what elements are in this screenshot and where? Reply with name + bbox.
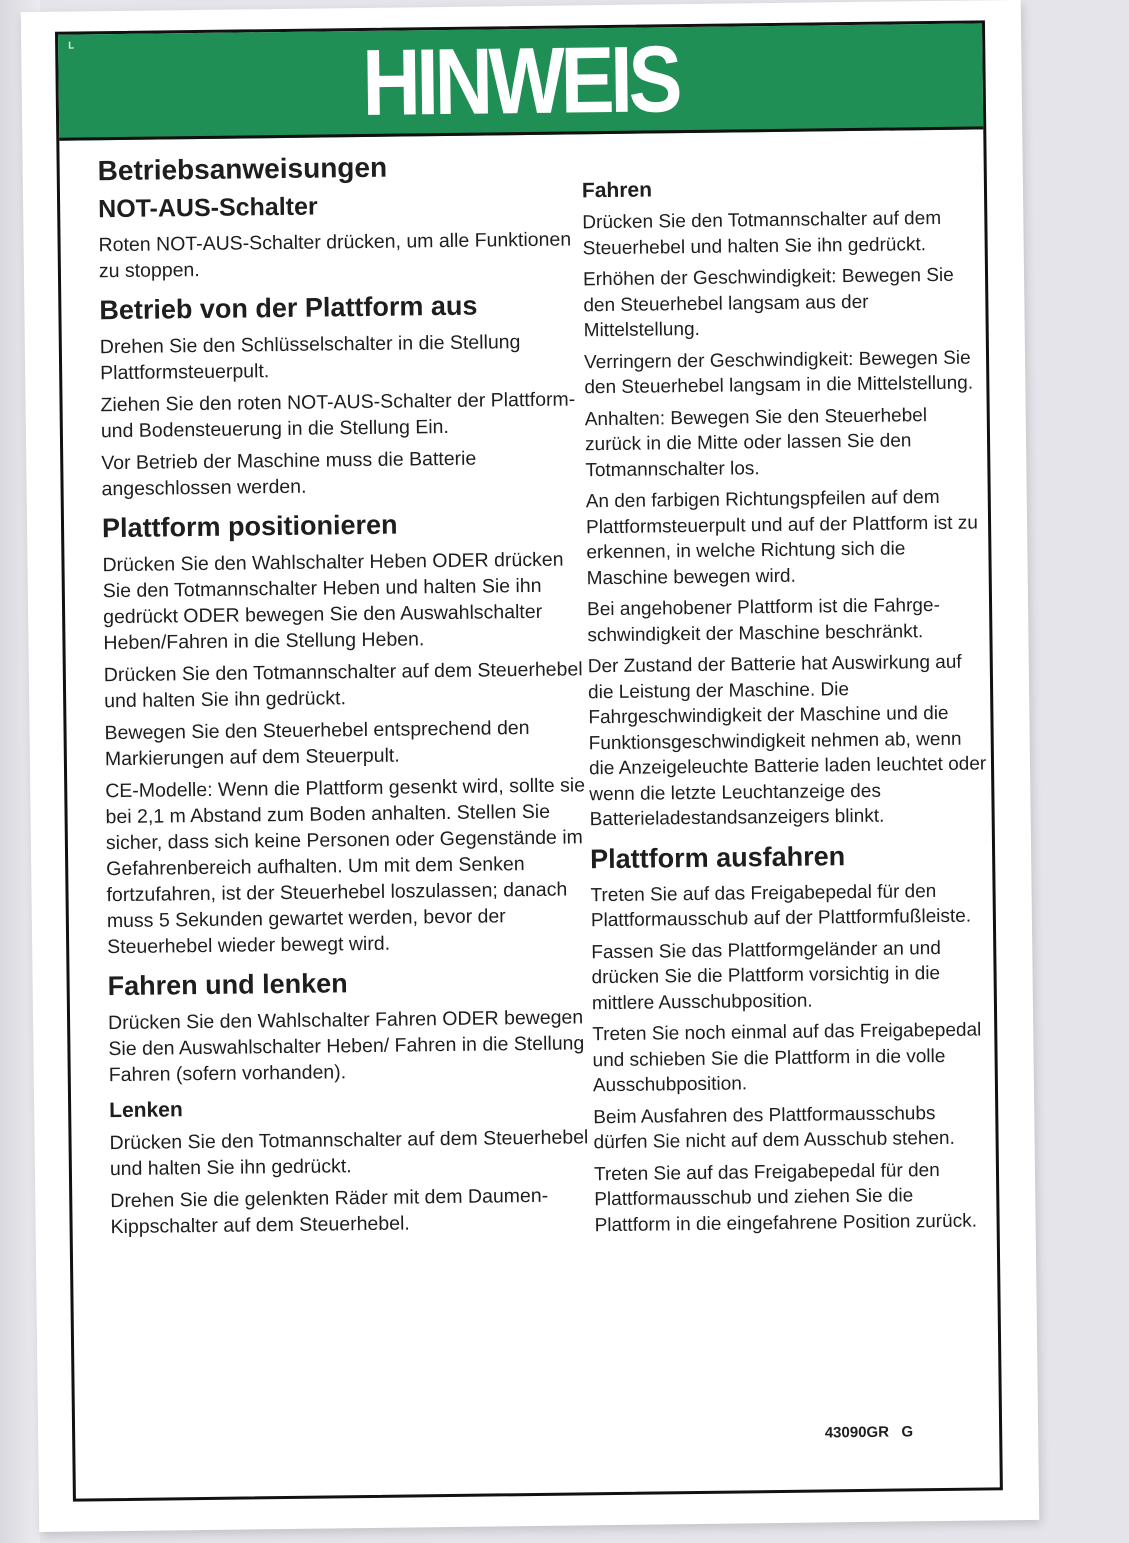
section-heading-notaus: NOT-AUS-Schalter (97, 192, 318, 224)
paragraph: Verringern der Geschwindigkeit: Bewegen Sie den Steuerhebel langsam in die Mittelstellung. (583, 347, 974, 399)
paragraph: Drehen Sie die gelenkten Räder mit dem Daumen-Kippschalter auf dem Steuerhebel. (110, 1184, 549, 1239)
label-header (58, 23, 983, 140)
left-column (97, 134, 590, 1246)
paragraph: Bewegen Sie den Steuerhebel entsprechend den Markierungen auf dem Steuerpult. (104, 717, 530, 771)
paragraph: Beim Ausfahren des Plattformausschubs dürfen Sie nicht auf dem Ausschub stehen. (593, 1102, 955, 1154)
corner-mark: L (68, 40, 75, 52)
warning-label (21, 0, 1039, 1532)
paragraph: Vor Betrieb der Maschine muss die Batterie angeschlossen werden. (101, 447, 477, 501)
section-heading-ausfahren: Plattform ausfahren (589, 840, 846, 874)
paragraph: Der Zustand der Batterie hat Auswirkung auf die Leistung der Maschine. Die Fahrgeschwindigkeit der Maschine und die Funktionsgeschwindigkeit nehmen ab, wenn die Anzeigeleuchte Batterie laden leuchtet oder wenn die letzte Leuchtanzeige des Batterieladestandsanzeigers blinkt. (587, 651, 987, 831)
section-heading-fahren-lenken: Fahren und lenken (107, 968, 348, 1002)
paragraph: Drehen Sie den Schlüsselschalter in die Stellung Plattformsteuerpult. (99, 331, 521, 385)
paragraph: Bei angehobener Plattform ist die Fahrge- schwindigkeit der Maschine beschränkt. (586, 594, 940, 646)
paragraph: Drücken Sie den Wahlschalter Fahren ODER bewegen Sie den Auswahlschalter Heben/ Fahren in die Stellung Fahren (sofern vorhanden). (107, 1006, 585, 1087)
main-heading: Betriebsanweisungen (97, 151, 388, 187)
paragraph: Roten NOT-AUS-Schalter drücken, um alle Funktionen zu stoppen. (98, 228, 572, 283)
paragraph: Treten Sie auf das Freigabepedal für den Plattformausschub auf der Plattformfußleiste. (590, 880, 972, 932)
paragraph: Fassen Sie das Plattformgeländer an und drücken Sie die Plattform vorsichtig in die mittlere Ausschubposition. (591, 937, 941, 1014)
section-heading-fahren: Fahren (581, 178, 653, 203)
paragraph: Drücken Sie den Wahlschalter Heben ODER drücken Sie den Totmannschalter Heben und halten Sie ihn gedrückt ODER bewegen Sie den Auswahlschalter Heben/Fahren in die Stellung Heben. (102, 548, 564, 655)
part-code: 43090GR G (824, 1423, 914, 1442)
label-title: HINWEIS (362, 26, 680, 135)
paragraph: An den farbigen Richtungspfeilen auf dem Plattformsteuerpult und auf der Plattform ist zu erkennen, in welche Richtung sich die Maschine bewegen wird. (585, 486, 978, 589)
paragraph: Ziehen Sie den roten NOT-AUS-Schalter der Plattform- und Bodensteuerung in die Stellung Ein. (100, 388, 576, 443)
section-heading-lenken: Lenken (109, 1098, 183, 1123)
paragraph: Treten Sie auf das Freigabepedal für den Plattformausschub und ziehen Sie die Plattform in die eingefahrene Position zurück. (593, 1159, 978, 1236)
paragraph: CE-Modelle: Wenn die Plattform gesenkt wird, sollte sie bei 2,1 m Abstand zum Boden anhalten. Stellen Sie sicher, dass sich keine Personen oder Gegenstände im Gefahrenbereich aufhalten. Um mit dem Senken fortzufahren, ist der Steuerhebel loszulassen; danach muss 5 Sekunden gewartet werden, bevor der Steuerhebel wieder bewegt wird. (105, 774, 586, 959)
label-frame (55, 20, 1003, 1501)
paragraph: Drücken Sie den Totmannschalter auf dem Steuerhebel und halten Sie ihn gedrückt. (109, 1126, 589, 1181)
paragraph: Drücken Sie den Totmannschalter auf dem Steuerhebel und halten Sie ihn gedrückt. (103, 658, 583, 713)
paragraph: Treten Sie noch einmal auf das Freigabepedal und schieben Sie die Plattform in die volle Ausschubposition. (592, 1019, 982, 1097)
paragraph: Erhöhen der Geschwindigkeit: Bewegen Sie den Steuerhebel langsam aus der Mittelstellung. (582, 264, 954, 342)
section-heading-betrieb: Betrieb von der Plattform aus (99, 290, 478, 326)
paragraph: Anhalten: Bewegen Sie den Steuerhebel zurück in die Mitte oder lassen Sie den Totmannschalter los. (584, 404, 928, 481)
paragraph: Drücken Sie den Totmannschalter auf dem Steuerhebel und halten Sie ihn gedrückt. (582, 207, 942, 259)
section-heading-positionieren: Plattform positionieren (101, 509, 398, 544)
right-column (581, 129, 993, 1244)
